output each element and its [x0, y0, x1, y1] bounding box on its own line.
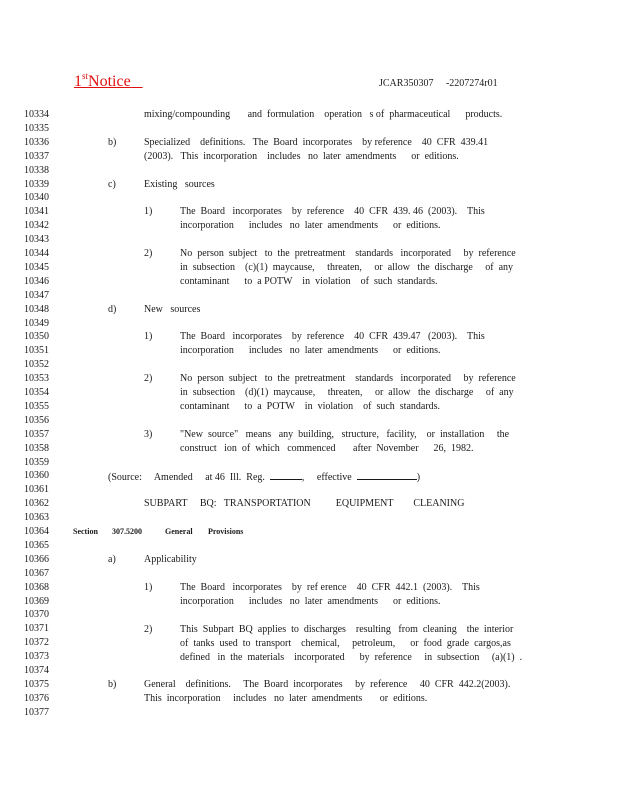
line-number: 10345 — [24, 261, 49, 273]
line-number: 10367 — [24, 567, 49, 579]
line-number: 10376 — [24, 692, 49, 704]
text-line-10353: No person subject to the pretreatment standards incorporated by reference — [180, 373, 516, 384]
line-number: 10366 — [24, 553, 49, 565]
line-number: 10365 — [24, 539, 49, 551]
text-line-10346: contaminant to a POTW in violation of such standards. — [180, 276, 438, 287]
text-line-10373: defined in the materials incorporated by reference in subsection (a)(1) . — [180, 652, 523, 663]
text-line-10357: "New source" means any building, structure, facility, or installation the — [180, 429, 510, 440]
source-note-text: (Source: Amended at 46 Ill. Reg. — [108, 472, 265, 483]
notice-word: Notice — [88, 73, 131, 90]
line-number: 10344 — [24, 248, 49, 259]
text-line-10341: The Board incorporates by reference 40 CFR 439. 46 (2003). This — [180, 206, 485, 217]
line-number: 10356 — [24, 414, 49, 426]
item-label-d: d) — [108, 304, 117, 315]
line-number: 10370 — [24, 609, 49, 621]
line-number: 10364 — [24, 526, 49, 537]
text-line-10339: Existing sources — [144, 179, 215, 190]
text-line-10354: in subsection (d)(1) maycause, threaten, or allow the discharge of any — [180, 387, 514, 398]
notice-number: 1 — [74, 73, 82, 90]
item-label-a2: 2) — [144, 624, 153, 635]
line-number: 10371 — [24, 623, 49, 635]
line-number: 10357 — [24, 428, 49, 440]
line-number: 10375 — [24, 678, 49, 690]
text-line-10369: incorporation includes no later amendments or editions. — [180, 596, 441, 607]
line-number: 10368 — [24, 581, 49, 593]
reg-blank — [270, 470, 302, 480]
text-line-10344: No person subject to the pretreatment standards incorporated by reference — [180, 248, 516, 259]
text-line-10348: New sources — [144, 304, 201, 315]
line-number: 10361 — [24, 484, 49, 496]
notice-heading — [74, 73, 143, 91]
text-line-10376: This incorporation includes no later amendments or editions. — [144, 693, 428, 704]
line-number: 10346 — [24, 275, 49, 287]
line-number: 10338 — [24, 164, 49, 176]
item-label-b: b) — [108, 137, 117, 148]
line-number: 10335 — [24, 122, 49, 134]
text-line-10355: contaminant to a POTW in violation of such standards. — [180, 401, 441, 412]
item-label-c: c) — [108, 179, 116, 190]
line-number: 10343 — [24, 234, 49, 246]
line-number: 10337 — [24, 150, 49, 162]
text-line-10350: The Board incorporates by reference 40 CFR 439.47 (2003). This — [180, 331, 485, 342]
line-number: 10339 — [24, 178, 49, 190]
line-number: 10377 — [24, 706, 49, 718]
text-line-10351: incorporation includes no later amendments or editions. — [180, 345, 441, 356]
line-number: 10362 — [24, 498, 49, 510]
line-number: 10355 — [24, 400, 49, 412]
line-number: 10363 — [24, 512, 49, 524]
line-number: 10372 — [24, 637, 49, 649]
line-number: 10334 — [24, 109, 49, 120]
line-number: 10358 — [24, 442, 49, 454]
text-line-10366: Applicability — [144, 554, 197, 565]
source-note — [108, 470, 420, 484]
line-number: 10354 — [24, 387, 49, 398]
line-number: 10353 — [24, 373, 49, 385]
item-label-d1: 1) — [144, 331, 153, 342]
line-number: 10348 — [24, 303, 49, 315]
section-title-provisions: Provisions — [208, 527, 244, 536]
line-number: 10341 — [24, 206, 49, 218]
line-number: 10373 — [24, 651, 49, 663]
text-line-10375: General definitions. The Board incorporates by reference 40 CFR 442.2(2003). — [144, 679, 511, 690]
line-number: 10336 — [24, 136, 49, 148]
source-close: ) — [416, 472, 421, 483]
section-number: 307.5200 — [112, 527, 142, 536]
item-label-b2: b) — [108, 679, 117, 690]
line-number: 10347 — [24, 289, 49, 301]
text-line-10336: Specialized definitions. The Board incorporates by reference 40 CFR 439.41 — [144, 137, 489, 148]
item-label-c1: 1) — [144, 206, 153, 217]
line-number: 10359 — [24, 456, 49, 468]
section-label: Section — [73, 527, 98, 536]
text-line-10372: of tanks used to transport chemical, petroleum, or food grade cargos,as — [180, 638, 511, 649]
item-label-d2: 2) — [144, 373, 153, 384]
notice-ordinal-suffix: st — [82, 71, 89, 81]
line-number: 10351 — [24, 345, 49, 357]
line-number: 10369 — [24, 595, 49, 607]
line-number: 10340 — [24, 192, 49, 204]
line-number: 10360 — [24, 470, 49, 482]
line-number: 10349 — [24, 317, 49, 329]
line-number: 10374 — [24, 665, 49, 676]
subpart-heading: SUBPART BQ: TRANSPORTATION EQUIPMENT CLEANING — [144, 498, 465, 509]
effective-label: , effective — [301, 472, 352, 483]
item-label-a: a) — [108, 554, 116, 565]
text-line-10371: This Subpart BQ applies to discharges resulting from cleaning the interior — [180, 624, 514, 635]
line-number: 10342 — [24, 220, 49, 232]
item-label-a1: 1) — [144, 582, 153, 593]
line-number: 10352 — [24, 359, 49, 371]
text-line-10342: incorporation includes no later amendments or editions. — [180, 220, 441, 231]
text-line-10368: The Board incorporates by ref erence 40 CFR 442.1 (2003). This — [180, 582, 480, 593]
line-number: 10350 — [24, 331, 49, 343]
text-line-10358: construct ion of which commenced after November 26, 1982. — [180, 443, 474, 454]
effective-blank — [357, 470, 417, 480]
text-line-10334: mixing/compounding and formulation operation s of pharmaceutical products. — [144, 109, 503, 120]
item-label-d3: 3) — [144, 429, 153, 440]
section-title-general: General — [165, 527, 193, 536]
document-code: JCAR350307 -2207274r01 — [379, 78, 498, 89]
item-label-c2: 2) — [144, 248, 153, 259]
text-line-10345: in subsection (c)(1) maycause, threaten, or allow the discharge of any — [180, 262, 514, 273]
text-line-10337: (2003). This incorporation includes no later amendments or editions. — [144, 151, 459, 162]
